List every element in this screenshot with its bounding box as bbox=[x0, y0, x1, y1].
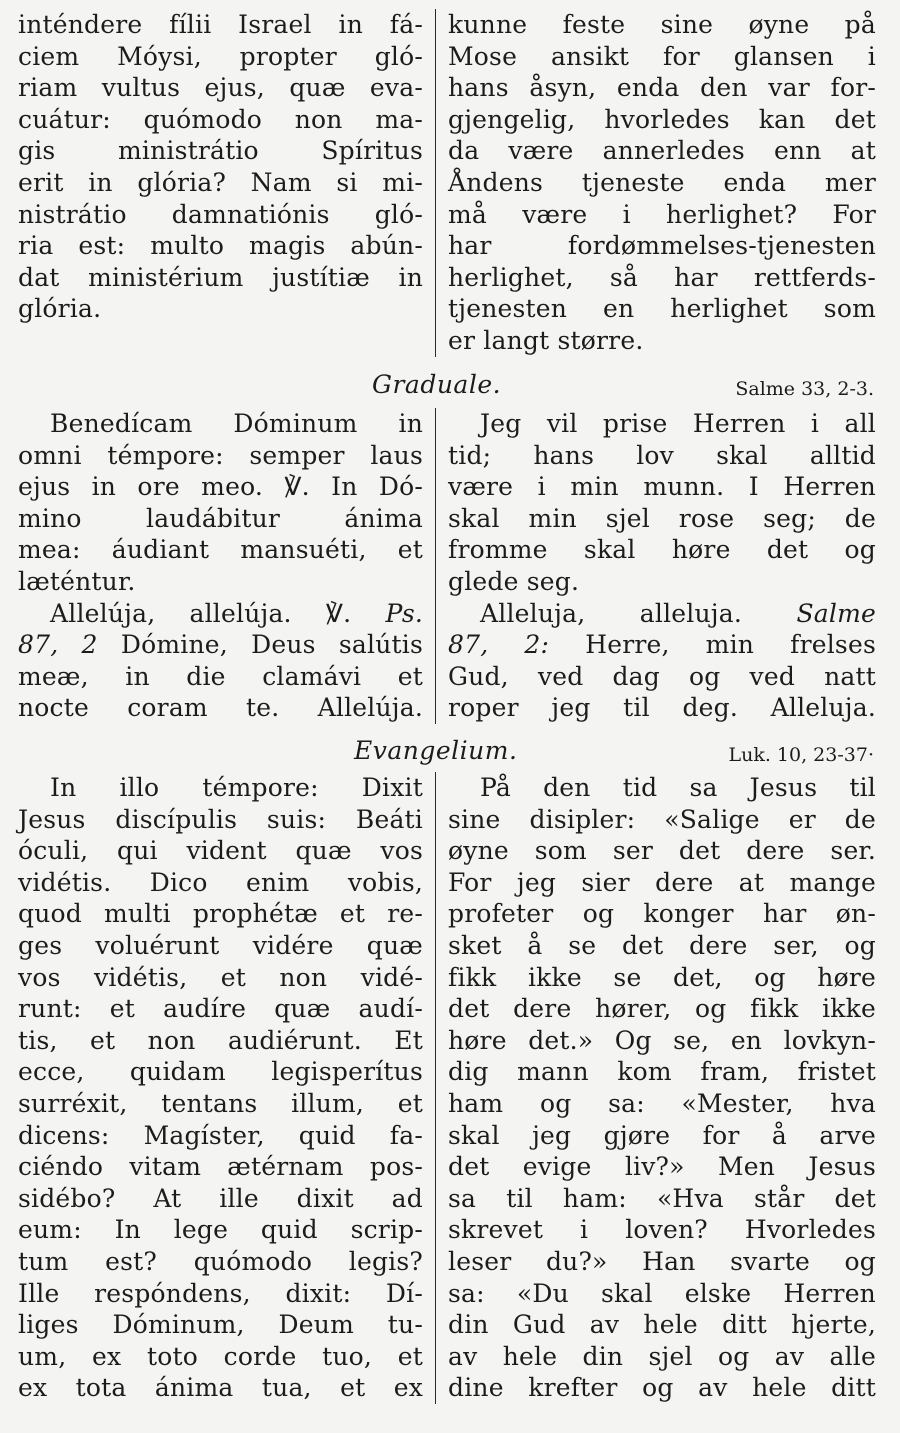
scripture-reference: Salme 33, 2-3. bbox=[735, 378, 874, 400]
text-line: På den tid sa Jesus til bbox=[480, 773, 876, 802]
text-line: Mose ansikt for glansen i bbox=[448, 41, 876, 71]
text-run: Dómine, Deus salútis bbox=[97, 630, 423, 660]
text-run: Alleluja, alleluja. bbox=[480, 598, 797, 628]
text-line: fromme skal høre det og bbox=[448, 535, 876, 565]
text-line: runt: et audíre quæ audí- bbox=[18, 994, 423, 1024]
text-line: tjenesten en herlighet som bbox=[448, 294, 876, 324]
text-run: Ps. bbox=[385, 598, 423, 628]
text-line: quod multi prophétæ et re- bbox=[18, 899, 423, 929]
text-run: Allelúja, allelúja. ℣. bbox=[50, 598, 386, 628]
text-line: din Gud av hele ditt hjerte, bbox=[448, 1310, 876, 1340]
text-line: er langt større. bbox=[448, 325, 644, 355]
text-line: sine disipler: «Salige er de bbox=[448, 804, 876, 834]
text-line: nocte coram te. Allelúja. bbox=[18, 693, 423, 723]
norwegian-column bbox=[436, 408, 900, 724]
text-line: óculi, qui vident quæ vos bbox=[18, 836, 423, 866]
latin-column bbox=[0, 9, 436, 357]
text-line: vidétis. Dico enim vobis, bbox=[18, 867, 423, 897]
text-line: For jeg sier dere at mange bbox=[448, 867, 876, 897]
text-line: glede seg. bbox=[448, 566, 580, 596]
text-line: vos vidétis, et non vidé- bbox=[18, 962, 423, 992]
text-run: Salme bbox=[796, 598, 876, 628]
text-line: glória. bbox=[18, 294, 102, 324]
text-line: riam vultus ejus, quæ eva- bbox=[18, 73, 423, 103]
text-line: tum est? quómodo legis? bbox=[18, 1246, 423, 1276]
text-line: dicens: Magíster, quid fa- bbox=[18, 1120, 423, 1150]
text-line: In illo témpore: Dixit bbox=[50, 773, 423, 802]
text-line: ham og sa: «Mester, hva bbox=[448, 1088, 876, 1118]
text-line: eum: In lege quid scrip- bbox=[18, 1215, 423, 1245]
scripture-reference: Luk. 10, 23-37· bbox=[728, 744, 874, 766]
text-line: ecce, quidam legisperítus bbox=[18, 1057, 423, 1087]
text-line: øyne som ser det dere ser. bbox=[448, 836, 876, 866]
text-line: liges Dóminum, Deum tu- bbox=[18, 1310, 423, 1340]
text-line: gis ministrátio Spíritus bbox=[18, 136, 423, 166]
text-line: dine krefter og av hele ditt bbox=[448, 1373, 876, 1403]
text-line: Benedícam Dóminum in bbox=[50, 409, 423, 438]
evangelium-heading-row bbox=[0, 734, 900, 768]
text-line: ria est: multo magis abún- bbox=[18, 231, 423, 261]
text-line: mino laudábitur ánima bbox=[18, 503, 423, 533]
text-line: Gud, ved dag og ved natt bbox=[448, 661, 876, 691]
text-line: det evige liv?» Men Jesus bbox=[448, 1152, 876, 1182]
latin-column bbox=[0, 408, 436, 724]
section-heading: Graduale. bbox=[372, 370, 502, 399]
text-line: gjengelig, hvorledes kan det bbox=[448, 104, 876, 134]
text-run: 87, 2 bbox=[18, 630, 98, 660]
graduale-heading-row bbox=[0, 368, 900, 402]
norwegian-column bbox=[436, 772, 900, 1404]
text-line: ciéndo vitam ætérnam pos- bbox=[18, 1152, 423, 1182]
text-line: herlighet, så har rettferds- bbox=[448, 262, 876, 292]
text-line: surréxit, tentans illum, et bbox=[18, 1088, 423, 1118]
text-line: cuátur: quómodo non ma- bbox=[18, 104, 423, 134]
text-line: leser du?» Han svarte og bbox=[448, 1246, 876, 1276]
text-line: må være i herlighet? For bbox=[448, 199, 876, 229]
text-line: roper jeg til deg. Alleluja. bbox=[448, 693, 876, 723]
text-line: nistrátio damnatiónis gló- bbox=[18, 199, 423, 229]
text-line bbox=[18, 598, 423, 630]
graduale-body bbox=[0, 408, 900, 724]
text-line: være i min munn. I Herren bbox=[448, 472, 876, 502]
norwegian-column bbox=[436, 9, 900, 357]
text-line: ex tota ánima tua, et ex bbox=[18, 1373, 423, 1403]
text-line: meæ, in die clamávi et bbox=[18, 661, 423, 691]
text-line: dig mann kom fram, fristet bbox=[448, 1057, 876, 1087]
text-line: dat ministérium justítiæ in bbox=[18, 262, 423, 292]
text-line: sa: «Du skal elske Herren bbox=[448, 1278, 876, 1308]
text-line: ejus in ore meo. ℣. In Dó- bbox=[18, 472, 423, 502]
text-line: tid; hans lov skal alltid bbox=[448, 440, 876, 470]
section-heading: Evangelium. bbox=[354, 736, 518, 765]
text-line: ciem Móysi, propter gló- bbox=[18, 41, 423, 71]
text-line: har fordømmelses-tjenesten bbox=[448, 231, 876, 261]
text-run: Herre, min frelses bbox=[549, 630, 876, 660]
text-line: Åndens tjeneste enda mer bbox=[448, 167, 876, 197]
text-line: kunne feste sine øyne på bbox=[448, 10, 876, 39]
latin-column bbox=[0, 772, 436, 1404]
text-line: ges voluérunt vidére quæ bbox=[18, 930, 423, 960]
text-line bbox=[18, 629, 423, 661]
epistle-continuation bbox=[0, 9, 900, 357]
text-line: det dere hører, og fikk ikke bbox=[448, 994, 876, 1024]
text-line: høre det.» Og se, en lovkyn- bbox=[448, 1025, 876, 1055]
text-line: sket å se det dere ser, og bbox=[448, 930, 876, 960]
text-line: skrevet i loven? Hvorledes bbox=[448, 1215, 876, 1245]
text-line: erit in glória? Nam si mi- bbox=[18, 167, 423, 197]
evangelium-body bbox=[0, 772, 900, 1404]
text-line: skal jeg gjøre for å arve bbox=[448, 1120, 876, 1150]
text-line: Jesus discípulis suis: Beáti bbox=[18, 804, 423, 834]
text-line bbox=[448, 629, 876, 661]
text-line: Ille respóndens, dixit: Dí- bbox=[18, 1278, 423, 1308]
text-line: mea: áudiant mansuéti, et bbox=[18, 535, 423, 565]
text-line: da være annerledes enn at bbox=[448, 136, 876, 166]
text-line: læténtur. bbox=[18, 566, 136, 596]
text-line: hans åsyn, enda den var for- bbox=[448, 73, 876, 103]
text-line bbox=[448, 598, 876, 630]
text-line: sa til ham: «Hva står det bbox=[448, 1183, 876, 1213]
text-line: omni témpore: semper laus bbox=[18, 440, 423, 470]
text-line: skal min sjel rose seg; de bbox=[448, 503, 876, 533]
text-line: Jeg vil prise Herren i all bbox=[480, 409, 876, 438]
text-run: 87, 2: bbox=[448, 630, 550, 660]
text-line: fikk ikke se det, og høre bbox=[448, 962, 876, 992]
text-line: um, ex toto corde tuo, et bbox=[18, 1341, 423, 1371]
text-line: profeter og konger har øn- bbox=[448, 899, 876, 929]
text-line: sidébo? At ille dixit ad bbox=[18, 1183, 423, 1213]
text-line: tis, et non audiérunt. Et bbox=[18, 1025, 423, 1055]
text-line: av hele din sjel og av alle bbox=[448, 1341, 876, 1371]
text-line: inténdere fílii Israel in fá- bbox=[18, 10, 423, 39]
